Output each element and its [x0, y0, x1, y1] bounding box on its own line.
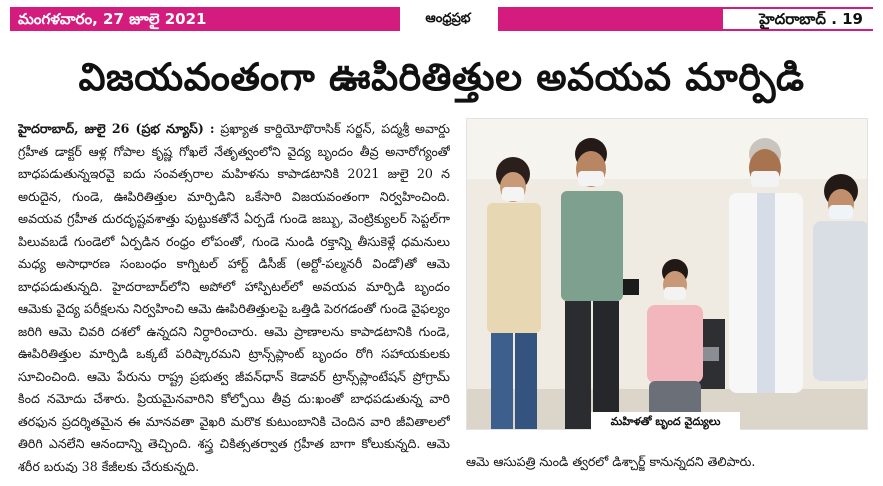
header-right-bar — [498, 7, 873, 31]
header-date: మంగళవారం, 27 జూలై 2021 — [10, 7, 400, 31]
header-separator: . — [831, 10, 843, 28]
header-city-page — [723, 9, 873, 29]
article-body-text: ప్రఖ్యాత కార్డియోథొరాసిక్ సర్జన్, పద్మశ్రీ అవార్డు గ్రహీత డాక్టర్ ఆళ్ల గోపాల కృష్ణ గోఖలే నేతృత్వంలోని వైద్య బృందం తీవ్ర అనారోగ్యంతో బాధపడుతున్నఇరవై ఐదు సంవత్సరాల మహిళను కాపాడటానికి 2021 జులై 20 న అరుదైన, గుండె, ఊపిరితిత్తుల మార్పిడిని ఒకేసారి విజయవంతంగా నిర్వహించింది. అవయవ గ్రహీత దురదృష్టవశాత్తు పుట్టుకతోనే ఏర్పడే గుండె జబ్బు, వెంట్రిక్యులర్ సెప్టల్‌గా పిలువబడే గుండెలో ఏర్పడిన రంధ్రం లోపంతో, గుండె నుండి రక్తాన్ని తీసుకెళ్లే ధమనులు మధ్య అసాధారణ సంబంధం కాగ్నిటల్ హార్ట్ డిసీజ్ (అర్టో-పల్మనరీ విండో)తో ఆమె బాధపడుతున్నది. హైదరాబాద్‌లోని అపోలో హాస్పిటల్‌లో అవయవ మార్పిడి బృందం ఆమెకు వైద్య పరీక్షలను నిర్వహించి ఆమె ఊపిరితిత్తులపై ఒత్తిడి పెరగడంతో గుండె వైఫల్యం జరిగి ఆమె చివరి దశలో ఉన్నదని నిర్ధారించారు. ఆమె ప్రాణాలను కాపాడటానికి గుండె, ఊపిరితిత్తుల మార్పిడి ఒక్కటే పరిష్కారమని ట్రాన్స్‌ప్లాంట్ బృందం రోగి సహాయకులకు సూచించింది. ఆమె పేరును రాష్ట్ర ప్రభుత్వ జీవన్‌ధాన్ కెడావర్ ట్రాన్స్‌ప్లాంటేషన్ ప్రోగ్రామ్ కింద నమోదు చేశారు. ప్రియమైనవారిని కోల్పోయి తీవ్ర దు:ఖంతో బాధపడుతున్న వారి తరఫున ప్రదర్శితమైన ఈ మానవతా వైఖరి మరొక కుటుంబానికి చెందిన వారి జీవితాలలో తిరిగి ఎనలేని ఆనందాన్ని తెచ్చింది. శస్త్ర చికిత్సతర్వాత గ్రహీత బాగా కోలుకున్నది. ఆమె శరీర బరువు 38 కేజీలకు చేరుకున్నది. — [18, 121, 450, 474]
article-dateline: హైదరాబాద్, జులై 26 (ప్రభ న్యూస్) : — [18, 121, 215, 136]
article-continuation: ఆమె ఆసుపత్రి నుండి త్వరలో డిశ్చార్జ్ కానున్నదని తెలిపారు. — [466, 454, 756, 469]
article-body — [18, 118, 450, 480]
page-header — [10, 7, 873, 31]
photo-caption: మహిళతో బృంద వైద్యులు — [591, 412, 740, 432]
header-city: హైదరాబాద్ — [759, 10, 826, 28]
newspaper-name: ఆంధ్రప్రభ — [425, 11, 471, 26]
article-headline: విజయవంతంగా ఊపిరితిత్తుల అవయవ మార్పిడి — [78, 55, 805, 99]
doctors-with-patient-illustration — [467, 119, 868, 430]
page-number: 19 — [842, 10, 863, 28]
article-photo — [466, 118, 868, 430]
